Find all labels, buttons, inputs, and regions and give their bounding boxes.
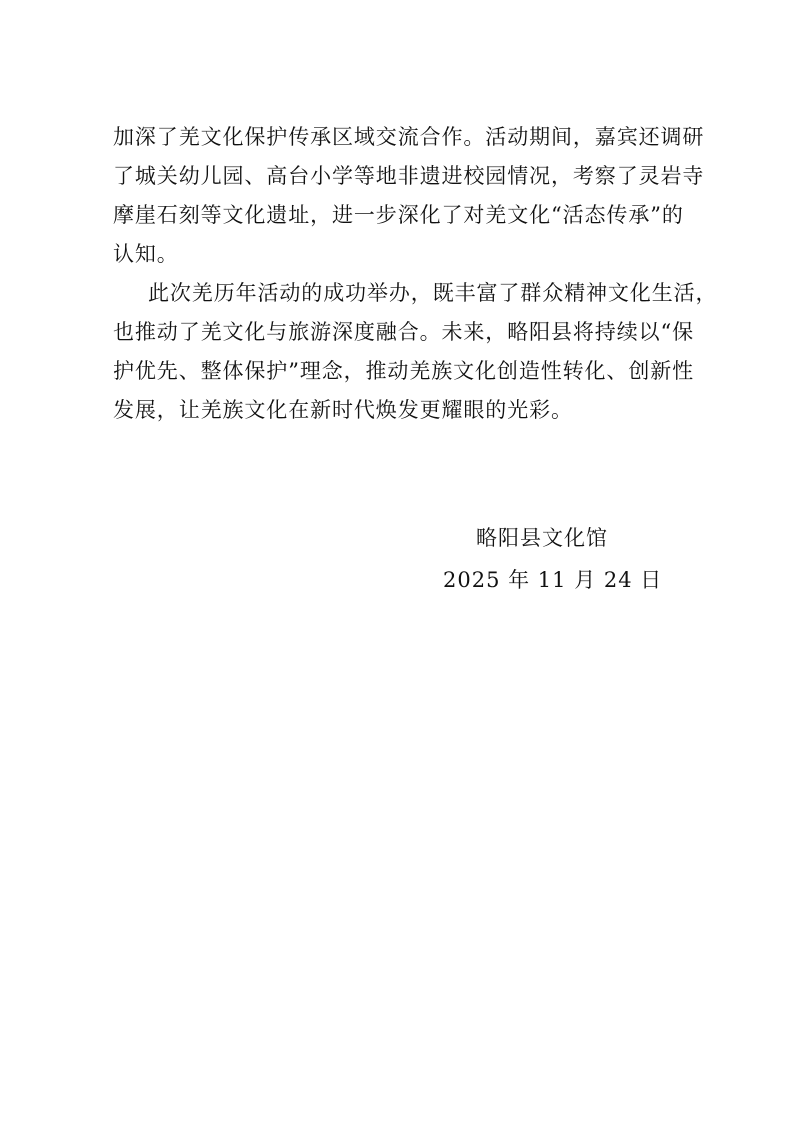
- paragraph-1-line-2: 了城关幼儿园、高台小学等地非遗进校园情况，考察了灵岩寺: [113, 164, 705, 188]
- paragraph-2-line-4: 发展，让羌族文化在新时代焕发更耀眼的光彩。: [113, 398, 573, 422]
- signature-organization: 略阳县文化馆: [476, 526, 608, 550]
- paragraph-2-line-3: 护优先、整体保护”理念，推动羌族文化创造性转化、创新性: [113, 359, 695, 383]
- paragraph-1-line-3: 摩崖石刻等文化遗址，进一步深化了对羌文化“活态传承”的: [113, 203, 684, 227]
- paragraph-2-line-2: 也推动了羌文化与旅游深度融合。未来，略阳县将持续以“保: [113, 320, 695, 344]
- paragraph-1-line-1: 加深了羌文化保护传承区域交流合作。活动期间，嘉宾还调研: [113, 125, 705, 149]
- document-body: [113, 118, 718, 430]
- paragraph-2-line-1: 此次羌历年活动的成功举办，既丰富了群众精神文化生活，: [148, 281, 718, 305]
- paragraph-1-line-4: 认知。: [113, 242, 179, 266]
- signature-date: 2025 年 11 月 24 日: [443, 568, 663, 592]
